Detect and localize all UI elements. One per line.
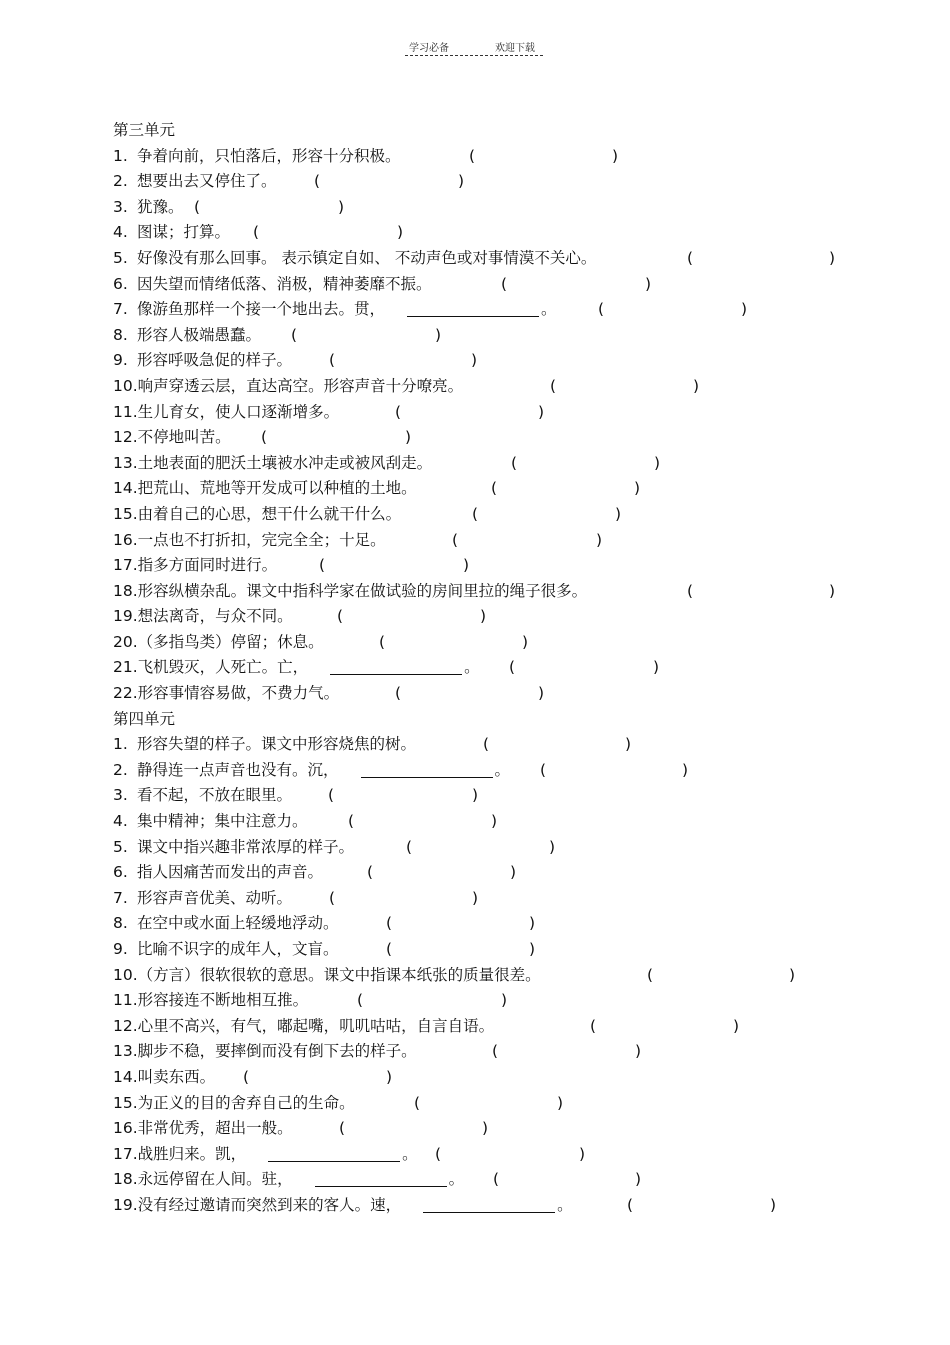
question-text: 脚步不稳，要摔倒而没有倒下去的样子。 (137, 1042, 417, 1061)
answer-close-paren: ) (615, 504, 622, 523)
question-line (113, 476, 913, 502)
question-number: 14. (113, 479, 138, 498)
answer-close-paren: ) (386, 1067, 393, 1086)
question-line (113, 1193, 913, 1219)
question-text: 课文中指兴趣非常浓厚的样子。 (137, 837, 355, 856)
question-number: 19. (113, 607, 138, 626)
header-dashed-rule (405, 55, 543, 56)
question-line (113, 195, 913, 221)
question-text: 由着自己的心思，想干什么就干什么。 (137, 504, 402, 523)
answer-open-paren: ( (395, 684, 402, 703)
question-number: 9. (113, 940, 128, 958)
question-number: 7. (113, 888, 128, 907)
question-text: 静得连一点声音也没有。沉， (137, 760, 339, 779)
unit-title: 第三单元 (113, 121, 176, 139)
answer-open-paren: ( (367, 863, 374, 882)
question-text: 集中精神；集中注意力。 (137, 812, 308, 831)
question-number: 10. (113, 965, 138, 984)
answer-open-paren: ( (329, 888, 336, 907)
answer-open-paren: ( (483, 735, 490, 754)
answer-open-paren: ( (687, 581, 694, 600)
answer-open-paren: ( (452, 530, 459, 549)
question-text: 在空中或水面上轻缓地浮动。 (137, 914, 339, 933)
question-number: 13. (113, 1042, 138, 1061)
question-line (113, 732, 913, 758)
question-text: 为正义的目的舍弃自己的生命。 (137, 1093, 355, 1112)
answer-open-paren: ( (261, 428, 268, 447)
question-number: 10. (113, 376, 138, 395)
question-number: 15. (113, 504, 138, 523)
question-text: （方言）很软很软的意思。课文中指课本纸张的质量很差。 (137, 965, 541, 984)
answer-close-paren: ) (491, 812, 498, 831)
question-number: 12. (113, 428, 138, 447)
answer-close-paren: ) (338, 197, 345, 216)
answer-open-paren: ( (379, 632, 386, 651)
answer-close-paren: ) (522, 632, 529, 651)
answer-open-paren: ( (386, 914, 393, 933)
question-line (113, 425, 913, 451)
answer-open-paren: ( (314, 172, 321, 191)
question-line (113, 783, 913, 809)
question-text: 非常优秀，超出一般。 (137, 1119, 293, 1138)
answer-close-paren: ) (733, 1016, 740, 1035)
question-number: 17. (113, 1144, 138, 1163)
answer-close-paren: ) (435, 325, 442, 344)
question-number: 20. (113, 632, 138, 651)
answer-open-paren: ( (550, 376, 557, 395)
question-text: 指人因痛苦而发出的声音。 (137, 863, 324, 882)
fill-in-blank[interactable] (423, 1196, 555, 1213)
answer-open-paren: ( (406, 837, 413, 856)
question-text: 指多方面同时进行。 (137, 556, 278, 575)
period-mark: 。 (557, 1195, 573, 1214)
question-line (113, 886, 913, 912)
question-text: 心里不高兴，有气，嘟起嘴，叽叽咕咕，自言自语。 (137, 1016, 495, 1035)
answer-open-paren: ( (501, 274, 508, 293)
answer-close-paren: ) (549, 837, 556, 856)
question-line (113, 528, 913, 554)
answer-close-paren: ) (529, 914, 536, 933)
answer-open-paren: ( (435, 1144, 442, 1163)
question-line (113, 297, 913, 323)
answer-close-paren: ) (645, 274, 652, 293)
answer-close-paren: ) (682, 760, 689, 779)
fill-in-blank[interactable] (330, 658, 462, 675)
answer-open-paren: ( (329, 351, 336, 370)
answer-open-paren: ( (414, 1093, 421, 1112)
answer-open-paren: ( (337, 607, 344, 626)
question-line (113, 1167, 913, 1193)
question-text: 土地表面的肥沃土壤被水冲走或被风刮走。 (137, 453, 433, 472)
question-line (113, 835, 913, 861)
answer-close-paren: ) (829, 248, 836, 267)
answer-open-paren: ( (472, 504, 479, 523)
answer-close-paren: ) (510, 863, 517, 882)
answer-close-paren: ) (829, 581, 836, 600)
answer-close-paren: ) (579, 1144, 586, 1163)
question-text: 因失望而情绪低落、消极，精神萎靡不振。 (137, 274, 432, 293)
answer-close-paren: ) (557, 1093, 564, 1112)
fill-in-blank[interactable] (361, 761, 493, 778)
answer-close-paren: ) (741, 300, 748, 319)
question-text: 争着向前，只怕落后，形容十分积极。 (137, 146, 401, 165)
question-text: 想要出去又停住了。 (137, 172, 277, 191)
answer-close-paren: ) (693, 376, 700, 395)
question-line (113, 1091, 913, 1117)
question-line (113, 988, 913, 1014)
question-line (113, 1065, 913, 1091)
answer-close-paren: ) (538, 684, 545, 703)
period-mark: 。 (402, 1144, 418, 1163)
answer-close-paren: ) (653, 658, 660, 677)
answer-close-paren: ) (770, 1195, 777, 1214)
answer-open-paren: ( (328, 786, 335, 805)
question-line (113, 604, 913, 630)
answer-close-paren: ) (397, 223, 404, 242)
answer-open-paren: ( (687, 248, 694, 267)
answer-open-paren: ( (590, 1016, 597, 1035)
question-number: 3. (113, 197, 128, 216)
question-number: 22. (113, 684, 138, 703)
question-line (113, 963, 913, 989)
question-text: 形容纵横杂乱。课文中指科学家在做试验的房间里拉的绳子很多。 (137, 581, 588, 600)
answer-open-paren: ( (357, 991, 364, 1010)
question-line (113, 220, 913, 246)
question-line (113, 374, 913, 400)
question-line (113, 272, 913, 298)
question-number: 12. (113, 1016, 138, 1035)
header-left-text: 学习必备 (409, 43, 449, 54)
question-text: 战胜归来。凯， (137, 1144, 247, 1163)
question-line (113, 1142, 913, 1168)
answer-close-paren: ) (612, 146, 619, 165)
answer-open-paren: ( (511, 453, 518, 472)
answer-open-paren: ( (291, 325, 298, 344)
period-mark: 。 (541, 300, 557, 319)
period-mark: 。 (464, 658, 480, 677)
question-line (113, 809, 913, 835)
question-number: 6. (113, 274, 128, 293)
question-line (113, 553, 913, 579)
question-line (113, 758, 913, 784)
question-line (113, 630, 913, 656)
question-text: 看不起，不放在眼里。 (137, 786, 293, 805)
answer-close-paren: ) (472, 786, 479, 805)
answer-open-paren: ( (348, 812, 355, 831)
question-text: 把荒山、荒地等开发成可以种植的土地。 (137, 479, 417, 498)
question-text: 图谋；打算。 (137, 223, 231, 242)
answer-open-paren: ( (647, 965, 654, 984)
answer-close-paren: ) (596, 530, 603, 549)
question-text: 一点也不打折扣，完完全全；十足。 (137, 530, 386, 549)
question-number: 16. (113, 530, 138, 549)
question-number: 6. (113, 863, 128, 882)
answer-open-paren: ( (339, 1119, 346, 1138)
answer-open-paren: ( (509, 658, 516, 677)
question-number: 5. (113, 248, 128, 267)
question-text: 响声穿透云层，直达高空。形容声音十分嘹亮。 (137, 376, 464, 395)
answer-close-paren: ) (405, 428, 412, 447)
answer-close-paren: ) (538, 402, 545, 421)
answer-open-paren: ( (598, 300, 605, 319)
question-line (113, 169, 913, 195)
question-line (113, 579, 913, 605)
question-text: 生儿育女，使人口逐渐增多。 (137, 402, 340, 421)
question-text: 形容失望的样子。课文中形容烧焦的树。 (137, 735, 417, 754)
question-number: 17. (113, 556, 138, 575)
question-text: 叫卖东西。 (137, 1067, 216, 1086)
header-right-text: 欢迎下载 (495, 43, 535, 54)
fill-in-blank[interactable] (315, 1170, 447, 1187)
question-number: 11. (113, 991, 138, 1010)
answer-open-paren: ( (243, 1067, 250, 1086)
question-text: 犹豫。 (137, 197, 184, 216)
answer-close-paren: ) (529, 940, 536, 958)
question-text: 形容事情容易做，不费力气。 (137, 684, 340, 703)
question-number: 11. (113, 402, 138, 421)
question-number: 21. (113, 658, 138, 677)
question-line (113, 681, 913, 707)
answer-close-paren: ) (463, 556, 470, 575)
question-text: 形容人极端愚蠢。 (137, 325, 262, 344)
question-text: 想法离奇，与众不同。 (137, 607, 293, 626)
answer-open-paren: ( (253, 223, 260, 242)
question-text: （多指鸟类）停留；休息。 (137, 632, 324, 651)
question-number: 9. (113, 351, 128, 370)
answer-close-paren: ) (635, 1170, 642, 1189)
period-mark: 。 (448, 1170, 465, 1189)
question-number: 19. (113, 1195, 138, 1214)
question-number: 14. (113, 1067, 138, 1086)
question-line (113, 348, 913, 374)
answer-close-paren: ) (635, 1042, 642, 1061)
question-text: 飞机毁灭，人死亡。亡， (137, 658, 309, 677)
question-line (113, 655, 913, 681)
answer-close-paren: ) (471, 351, 478, 370)
answer-close-paren: ) (625, 735, 632, 754)
question-text: 形容呼吸急促的样子。 (137, 351, 293, 370)
question-text: 形容接连不断地相互推。 (137, 991, 309, 1010)
question-line (113, 1116, 913, 1142)
question-line (113, 937, 913, 963)
answer-open-paren: ( (395, 402, 402, 421)
question-text: 比喻不识字的成年人，文盲。 (137, 940, 339, 958)
question-number: 13. (113, 453, 138, 472)
question-line (113, 451, 913, 477)
question-number: 7. (113, 300, 128, 319)
answer-open-paren: ( (194, 197, 201, 216)
question-number: 18. (113, 581, 138, 600)
question-line (113, 1039, 913, 1065)
answer-open-paren: ( (319, 556, 326, 575)
worksheet-content (113, 118, 913, 1219)
unit-title: 第四单元 (113, 709, 176, 728)
question-line (113, 911, 913, 937)
period-mark: 。 (494, 760, 511, 779)
answer-open-paren: ( (469, 146, 476, 165)
question-number: 2. (113, 172, 128, 191)
question-number: 8. (113, 914, 128, 933)
fill-in-blank[interactable] (407, 300, 539, 317)
question-line (113, 246, 913, 272)
question-line (113, 323, 913, 349)
question-line (113, 502, 913, 528)
question-text: 没有经过邀请而突然到来的客人。速， (137, 1195, 402, 1214)
question-number: 18. (113, 1170, 138, 1189)
fill-in-blank[interactable] (268, 1145, 400, 1162)
question-line (113, 860, 913, 886)
question-line (113, 144, 913, 170)
answer-open-paren: ( (492, 1042, 499, 1061)
answer-close-paren: ) (482, 1119, 489, 1138)
question-number: 1. (113, 146, 128, 165)
answer-close-paren: ) (789, 965, 796, 984)
question-text: 好像没有那么回事。 表示镇定自如、 不动声色或对事情漠不关心。 (137, 248, 597, 267)
answer-open-paren: ( (491, 479, 498, 498)
question-text: 永远停留在人间。驻， (137, 1170, 293, 1189)
question-number: 16. (113, 1119, 138, 1138)
question-text: 不停地叫苦。 (137, 428, 231, 447)
answer-open-paren: ( (493, 1170, 500, 1189)
question-number: 8. (113, 325, 128, 344)
answer-open-paren: ( (627, 1195, 634, 1214)
answer-open-paren: ( (386, 940, 393, 958)
question-text: 像游鱼那样一个接一个地出去。贯， (137, 300, 386, 319)
answer-close-paren: ) (501, 991, 508, 1010)
question-number: 5. (113, 837, 128, 856)
question-number: 4. (113, 812, 128, 831)
question-number: 3. (113, 786, 128, 805)
question-number: 15. (113, 1093, 138, 1112)
page-header (405, 38, 543, 60)
answer-close-paren: ) (458, 172, 465, 191)
answer-close-paren: ) (480, 607, 487, 626)
question-text: 形容声音优美、动听。 (137, 888, 293, 907)
question-line (113, 400, 913, 426)
answer-open-paren: ( (540, 760, 547, 779)
question-number: 1. (113, 735, 128, 754)
question-number: 2. (113, 760, 128, 779)
answer-close-paren: ) (654, 453, 661, 472)
answer-close-paren: ) (634, 479, 641, 498)
question-number: 4. (113, 223, 128, 242)
question-line (113, 1014, 913, 1040)
answer-close-paren: ) (472, 888, 479, 907)
